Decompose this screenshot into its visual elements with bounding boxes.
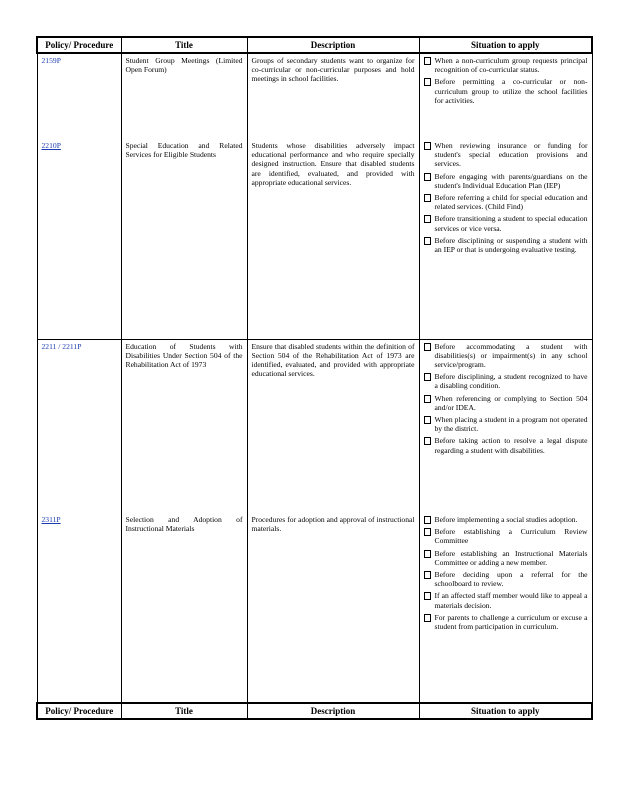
description-cell (247, 339, 419, 513)
policy-title: Education of Students with Disabilities Under Section 504 of the Rehabilitation Act of 1973 (125, 341, 243, 369)
checkbox-icon (424, 516, 431, 524)
checkbox-icon (424, 571, 431, 579)
situation-cell (419, 53, 592, 139)
header-title: Title (121, 703, 247, 719)
title-cell (121, 139, 247, 339)
checkbox-icon (424, 173, 431, 181)
header-situation: Situation to apply (419, 703, 592, 719)
header-title: Title (121, 37, 247, 53)
table-header-row (37, 37, 592, 53)
list-item: Before deciding upon a referral for the schoolboard to review. (424, 570, 588, 588)
checkbox-icon (424, 550, 431, 558)
policy-description: Groups of secondary students want to organize for co-curricular or non-curricular purposes and hold meetings in school facilities. (251, 56, 415, 84)
checkbox-icon (424, 395, 431, 403)
header-situation: Situation to apply (419, 37, 592, 53)
policy-code-cell (37, 139, 121, 339)
policy-code: 2211 / 2211P (41, 341, 82, 351)
list-item: Before referring a child for special education and related services. (Child Find) (424, 193, 588, 211)
checkbox-icon (424, 215, 431, 223)
table-footer-header-row (37, 703, 592, 719)
policy-code-cell (37, 53, 121, 139)
checkbox-icon (424, 343, 431, 351)
list-item: If an affected staff member would like to appeal a materials decision. (424, 591, 588, 609)
policy-code-link[interactable]: 2311P (41, 515, 61, 524)
checkbox-icon (424, 528, 431, 536)
checkbox-icon (424, 194, 431, 202)
list-item: For parents to challenge a curriculum or excuse a student from participation in curriculum. (424, 613, 588, 631)
policy-description: Procedures for adoption and approval of instructional materials. (251, 515, 415, 534)
list-item: Before engaging with parents/guardians on the student's Individual Education Plan (IEP) (424, 172, 588, 190)
list-item: Before permitting a co-curricular or non-curriculum group to utilize the school facilities for activities. (424, 77, 588, 105)
checkbox-icon (424, 416, 431, 424)
checkbox-icon (424, 437, 431, 445)
checkbox-icon (424, 142, 431, 150)
list-item: When a non-curriculum group requests principal recognition of co-curricular status. (424, 56, 588, 74)
title-cell (121, 53, 247, 139)
situation-cell (419, 513, 592, 703)
list-item: Before disciplining or suspending a student with an IEP or that is undergoing evaluative testing. (424, 236, 588, 254)
policy-title: Student Group Meetings (Limited Open Forum) (125, 56, 243, 75)
policy-table-page (36, 36, 591, 720)
list-item: When reviewing insurance or funding for student's special education provisions and services. (424, 141, 588, 169)
checkbox-icon (424, 614, 431, 622)
header-description: Description (247, 37, 419, 53)
header-policy: Policy/ Procedure (37, 37, 121, 53)
table-row (37, 53, 592, 139)
checkbox-icon (424, 237, 431, 245)
policy-title: Selection and Adoption of Instructional Materials (125, 515, 243, 534)
table-row (37, 339, 592, 513)
checkbox-icon (424, 373, 431, 381)
policy-table (36, 36, 593, 720)
title-cell (121, 339, 247, 513)
checkbox-icon (424, 57, 431, 65)
list-item: Before transitioning a student to special education services or vice versa. (424, 214, 588, 232)
situation-cell (419, 339, 592, 513)
list-item: When referencing or complying to Section 504 and/or IDEA. (424, 394, 588, 412)
list-item: Before implementing a social studies adoption. (424, 515, 588, 524)
description-cell (247, 53, 419, 139)
situation-cell (419, 139, 592, 339)
description-cell (247, 513, 419, 703)
policy-description: Ensure that disabled students within the definition of Section 504 of the Rehabilitation Act of 1973 are identified, evaluated, and provided with appropriate educational services. (251, 341, 415, 379)
header-description: Description (247, 703, 419, 719)
list-item: When placing a student in a program not operated by the district. (424, 415, 588, 433)
description-cell (247, 139, 419, 339)
policy-code: 2159P (41, 56, 61, 65)
list-item: Before taking action to resolve a legal dispute regarding a student with disabilities. (424, 436, 588, 454)
list-item: Before disciplining, a student recognized to have a disabling condition. (424, 372, 588, 390)
list-item: Before establishing a Curriculum Review Committee (424, 527, 588, 545)
policy-code-cell (37, 339, 121, 513)
checkbox-icon (424, 78, 431, 86)
table-row (37, 139, 592, 339)
policy-title: Special Education and Related Services for Eligible Students (125, 141, 243, 160)
policy-description: Students whose disabilities adversely impact educational performance and who require specially designed instruction. Ensure that disabled students are identified, evaluated, and provided with appropriate educational services. (251, 141, 415, 187)
title-cell (121, 513, 247, 703)
list-item: Before accommodating a student with disabilities(s) or impairment(s) in any school service/program. (424, 342, 588, 370)
checkbox-icon (424, 592, 431, 600)
policy-code-link[interactable]: 2210P (41, 141, 61, 150)
header-policy: Policy/ Procedure (37, 703, 121, 719)
policy-code-cell (37, 513, 121, 703)
table-row (37, 513, 592, 703)
list-item: Before establishing an Instructional Materials Committee or adding a new member. (424, 549, 588, 567)
